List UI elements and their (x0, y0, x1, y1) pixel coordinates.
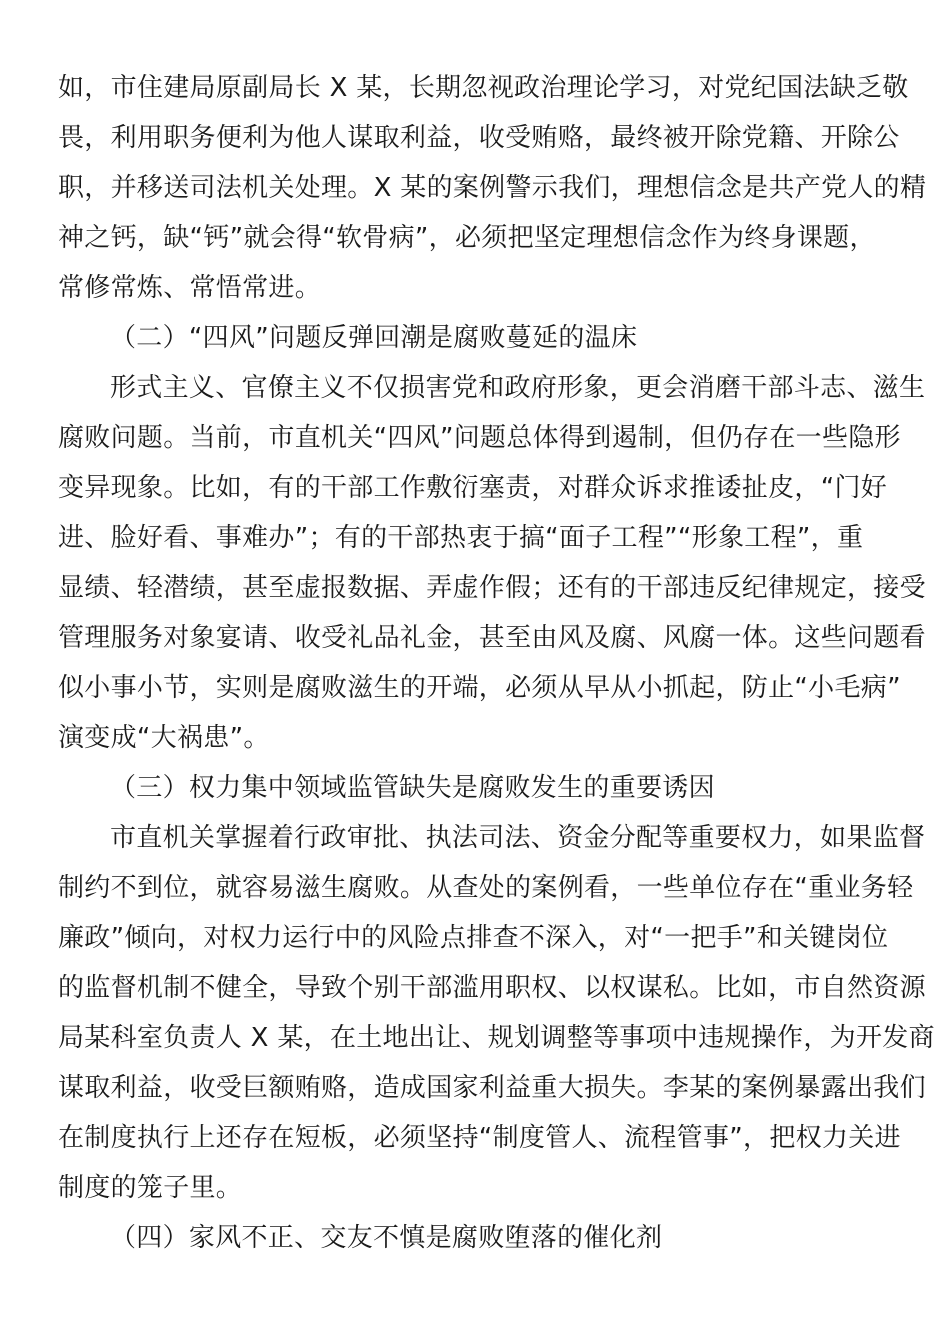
section-heading-2: （二）“四风”问题反弹回潮是腐败蔓延的温床 (110, 323, 638, 353)
paragraph-line: 制约不到位，就容易滋生腐败。从查处的案例看，一些单位存在“重业务轻 (58, 873, 914, 903)
paragraph-line: 廉政”倾向，对权力运行中的风险点排查不深入，对“一把手”和关键岗位 (58, 923, 889, 953)
paragraph-line: 管理服务对象宴请、收受礼品礼金，甚至由风及腐、风腐一体。这些问题看 (58, 623, 926, 653)
paragraph-line: 谋取利益，收受巨额贿赂，造成国家利益重大损失。李某的案例暴露出我们 (58, 1073, 926, 1103)
paragraph-line: 显绩、轻潜绩，甚至虚报数据、弄虚作假；还有的干部违反纪律规定，接受 (58, 573, 926, 603)
paragraph-line: 常修常炼、常悟常进。 (58, 273, 322, 303)
section-heading-4: （四）家风不正、交友不慎是腐败堕落的催化剂 (110, 1223, 663, 1253)
section-heading-3: （三）权力集中领域监管缺失是腐败发生的重要诱因 (110, 773, 715, 803)
paragraph-line: 畏，利用职务便利为他人谋取利益，收受贿赂，最终被开除党籍、开除公 (58, 123, 900, 153)
paragraph-line: 如，市住建局原副局长 X 某，长期忽视政治理论学习，对党纪国法缺乏敬 (58, 73, 909, 103)
paragraph-line: 在制度执行上还存在短板，必须坚持“制度管人、流程管事”，把权力关进 (58, 1123, 901, 1153)
paragraph-line: 制度的笼子里。 (58, 1173, 243, 1203)
paragraph-line: 神之钙，缺“钙”就会得“软骨病”，必须把坚定理想信念作为终身课题， (58, 223, 876, 253)
paragraph-line: 似小事小节，实则是腐败滋生的开端，必须从早从小抓起，防止“小毛病” (58, 673, 901, 703)
paragraph-line: 腐败问题。当前，市直机关“四风”问题总体得到遏制，但仍存在一些隐形 (58, 423, 901, 453)
paragraph-line: 变异现象。比如，有的干部工作敷衍塞责，对群众诉求推诿扯皮，“门好 (58, 473, 888, 503)
paragraph-line: 局某科室负责人 X 某，在土地出让、规划调整等事项中违规操作，为开发商 (58, 1023, 935, 1053)
paragraph-line: 演变成“大祸患”。 (58, 723, 270, 753)
paragraph-line: 市直机关掌握着行政审批、执法司法、资金分配等重要权力，如果监督 (110, 823, 926, 853)
paragraph-line: 的监督机制不健全，导致个别干部滥用职权、以权谋私。比如，市自然资源 (58, 973, 926, 1003)
paragraph-line: 形式主义、官僚主义不仅损害党和政府形象，更会消磨干部斗志、滋生 (110, 373, 926, 403)
paragraph-line: 进、脸好看、事难办”；有的干部热衷于搞“面子工程”“形象工程”，重 (58, 523, 864, 553)
paragraph-line: 职，并移送司法机关处理。X 某的案例警示我们，理想信念是共产党人的精 (58, 173, 927, 203)
